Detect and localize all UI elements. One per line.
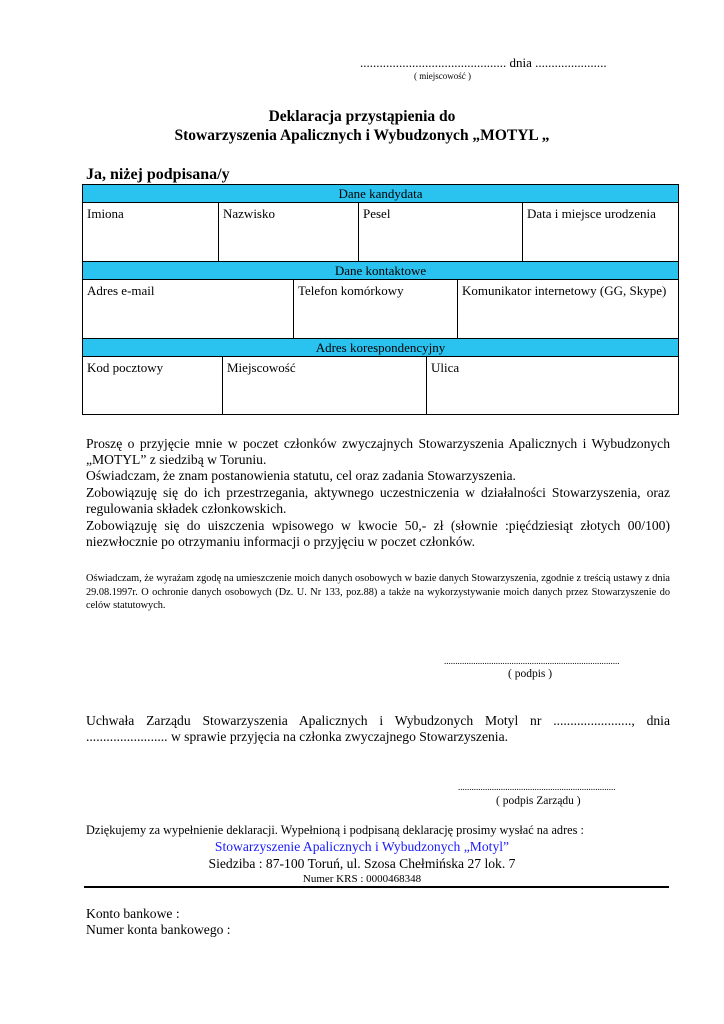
footer-divider [84,886,669,888]
board-signature-label: ( podpis Zarządu ) [496,795,581,807]
contact-header: Dane kontaktowe [83,262,678,280]
bank-account-label: Konto bankowe : [86,906,180,921]
org-name: Stowarzyszenie Apalicznych i Wybudzonych „Motyl” [214,839,510,854]
title-line-1: Deklaracja przystąpienia do [268,108,456,125]
candidate-header: Dane kandydata [83,185,678,203]
place-date-line: ............................................. dnia ...................... [360,55,607,70]
data-consent: Oświadczam, że wyrażam zgodę na umieszczenie moich danych osobowych w bazie danych Stowarzyszenia, zgodnie z treścią ustawy z dnia 29.08.1997r. O ochronie danych osobowych (Dz. U. Nr 133, poz.88) a także na wykorzystywanie moich danych przez Stowarzyszenie do celów statutowych. [86,573,670,611]
thanks-text: Dziękujemy za wypełnienie deklaracji. Wypełnioną i podpisaną deklarację prosimy wysłać na adres : [86,823,584,837]
field-nazwisko[interactable]: Nazwisko [219,203,359,261]
board-resolution: Uchwała Zarządu Stowarzyszenia Apalicznych i Wybudzonych Motyl nr ......................., dnia ........................ w sprawie przyjęcia na członka zwyczajnego Stowarzyszenia. [86,713,670,744]
declaration-p2: Oświadczam, że znam postanowienia statutu, cel oraz zadania Stowarzyszenia. [86,468,516,483]
org-krs: Numer KRS : 0000468348 [302,873,422,885]
field-pesel[interactable]: Pesel [359,203,523,261]
intro-heading: Ja, niżej podpisana/y [86,166,230,183]
field-birth-date-place[interactable]: Data i miejsce urodzenia [527,206,656,221]
address-section [82,338,679,415]
declaration-p4: Zobowiązuję się do uiszczenia wpisowego w kwocie 50,- zł (słownie :pięćdziesiąt złotych 00/100) niezwłocznie po otrzymaniu informacji o przyjęciu w poczet członków. [86,518,670,549]
field-phone[interactable]: Telefon komórkowy [294,280,458,338]
signature-line[interactable]: .............................................................................. [444,656,620,666]
field-city[interactable]: Miejscowość [223,357,427,414]
field-messenger[interactable]: Komunikator internetowy (GG, Skype) [462,283,667,298]
bank-number-label: Numer konta bankowego : [86,922,231,937]
field-street[interactable]: Ulica [431,360,460,375]
board-signature-line[interactable]: ...................................................................... [458,782,616,792]
address-header: Adres korespondencyjny [83,339,678,357]
signature-label: ( podpis ) [508,668,553,680]
candidate-section [82,184,679,262]
field-imiona[interactable]: Imiona [83,203,219,261]
declaration-p1: Proszę o przyjęcie mnie w poczet członków zwyczajnych Stowarzyszenia Apalicznych i Wybudzonych „MOTYL” z siedzibą w Toruniu. [86,436,670,467]
org-seat: Siedziba : 87-100 Toruń, ul. Szosa Chełmińska 27 lok. 7 [208,856,516,871]
place-label: ( miejscowość ) [414,71,471,81]
declaration-p3: Zobowiązuję się do ich przestrzegania, aktywnego uczestniczenia w działalności Stowarzyszenia, oraz regulowania składek członkowskich. [86,485,670,516]
contact-section [82,261,679,339]
field-postal-code[interactable]: Kod pocztowy [83,357,223,414]
title-line-2: Stowarzyszenia Apalicznych i Wybudzonych „MOTYL „ [174,127,550,144]
field-email[interactable]: Adres e-mail [83,280,294,338]
